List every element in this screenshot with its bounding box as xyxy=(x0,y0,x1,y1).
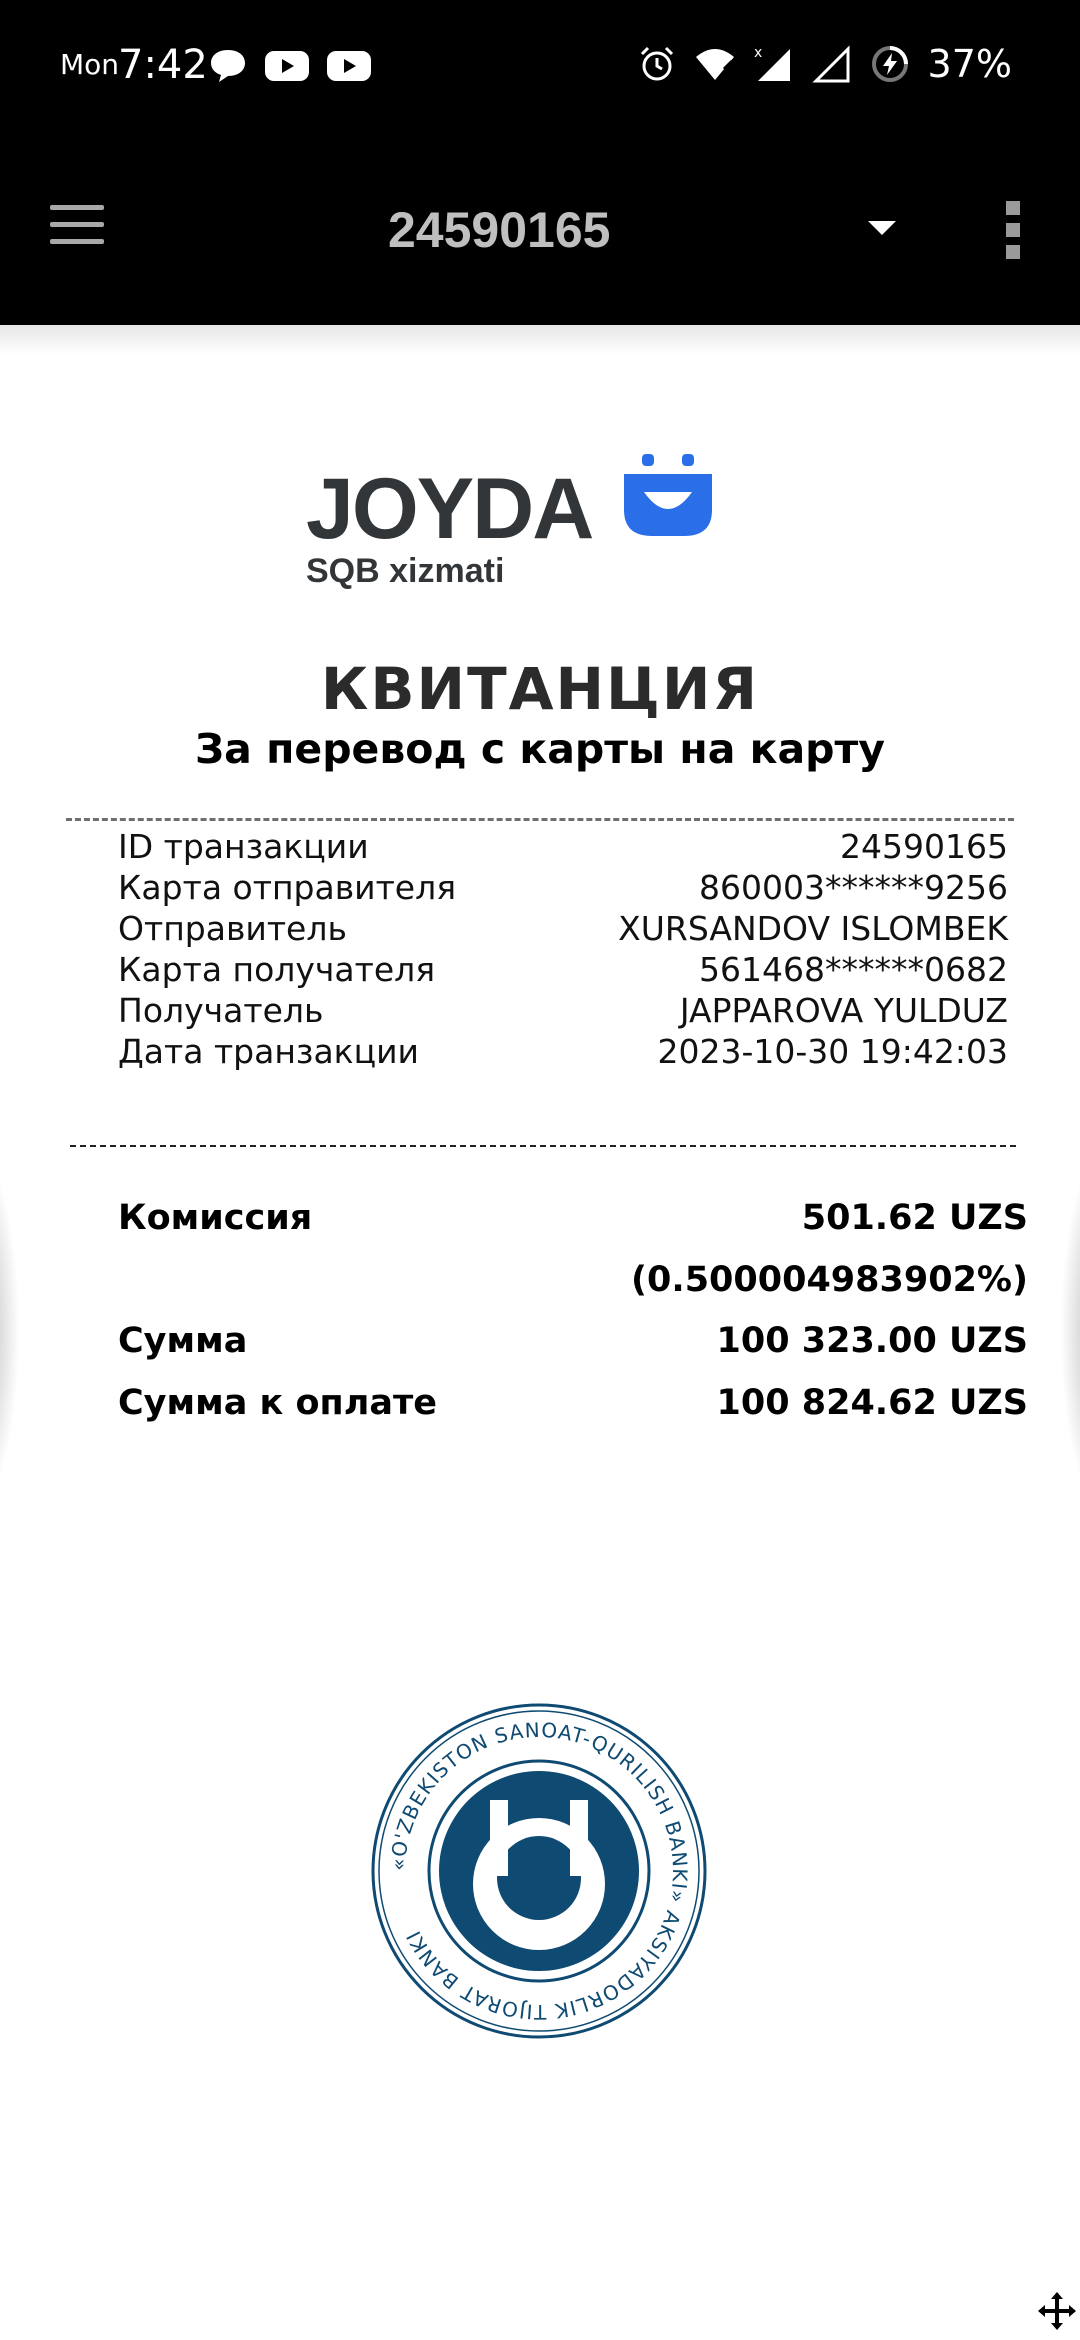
battery-percent: 37% xyxy=(927,42,1012,86)
brand-logo-text: JOYDA xyxy=(306,461,593,557)
more-options-icon[interactable] xyxy=(1006,201,1020,259)
detail-row xyxy=(118,867,1008,908)
status-time: 7:42 xyxy=(118,42,208,88)
divider xyxy=(66,818,1014,821)
divider xyxy=(70,1145,1016,1147)
system-icons xyxy=(638,42,1012,86)
detail-label: Дата транзакции xyxy=(118,1032,419,1071)
detail-row xyxy=(118,990,1008,1031)
detail-value: 24590165 xyxy=(840,827,1008,866)
transaction-details xyxy=(118,826,1008,1072)
chat-bubble-icon xyxy=(208,47,248,85)
receipt-subtitle: За перевод с карты на карту xyxy=(195,725,885,773)
detail-value: JAPPAROVA YULDUZ xyxy=(679,991,1008,1030)
alarm-icon xyxy=(638,45,676,83)
detail-label: ID транзакции xyxy=(118,827,369,866)
detail-label: Карта отправителя xyxy=(118,868,457,907)
amount-value: 100 323.00 UZS xyxy=(716,1321,1028,1361)
detail-value: 561468******0682 xyxy=(699,950,1008,989)
detail-value: 2023-10-30 19:42:03 xyxy=(657,1032,1008,1071)
notification-icons xyxy=(208,44,372,88)
payable-value: 100 824.62 UZS xyxy=(716,1383,1028,1423)
chevron-down-icon[interactable] xyxy=(868,221,896,235)
toolbar-shadow xyxy=(0,325,1080,355)
svg-text:x: x xyxy=(753,45,762,61)
page-title: 24590165 xyxy=(388,202,611,258)
brand-logo-subtitle: SQB xizmati xyxy=(306,552,505,590)
receipt-title: КВИТАНЦИЯ xyxy=(320,655,760,723)
commission-percent-row xyxy=(118,1250,1028,1310)
battery-saver-icon xyxy=(870,44,910,84)
detail-label: Получатель xyxy=(118,991,324,1030)
commission-label: Комиссия xyxy=(118,1198,313,1238)
detail-label: Карта получателя xyxy=(118,950,436,989)
app-bar xyxy=(0,135,1080,325)
wifi-icon xyxy=(694,47,736,81)
status-bar xyxy=(0,0,1080,135)
bank-seal-stamp xyxy=(370,1702,708,2040)
move-icon[interactable] xyxy=(1036,2290,1078,2332)
menu-icon[interactable] xyxy=(50,205,104,245)
commission-value: 501.62 UZS xyxy=(801,1198,1028,1238)
amount-row xyxy=(118,1310,1028,1372)
amount-label: Сумма xyxy=(118,1321,248,1361)
commission-row xyxy=(118,1188,1028,1250)
detail-value: 860003******9256 xyxy=(699,868,1008,907)
payable-row xyxy=(118,1372,1028,1434)
detail-label: Отправитель xyxy=(118,909,347,948)
signal-icon xyxy=(754,45,794,83)
signal-icon xyxy=(812,45,852,83)
payable-label: Сумма к оплате xyxy=(118,1383,437,1423)
youtube-icon xyxy=(264,49,310,83)
detail-row xyxy=(118,908,1008,949)
detail-value: XURSANDOV ISLOMBEK xyxy=(618,909,1008,948)
smiling-bag-logo-icon xyxy=(622,452,714,538)
commission-percent: (0.500004983902%) xyxy=(631,1260,1028,1300)
payment-totals xyxy=(118,1188,1028,1434)
detail-row xyxy=(118,1031,1008,1072)
detail-row xyxy=(118,826,1008,867)
detail-row xyxy=(118,949,1008,990)
youtube-icon xyxy=(326,49,372,83)
status-day: Mon xyxy=(60,48,120,81)
seal-text: «O'ZBEKISTON SANOAT-QURILISH BANKI» AKSIYADORLIK TIJORAT BANKI xyxy=(385,1717,693,2025)
